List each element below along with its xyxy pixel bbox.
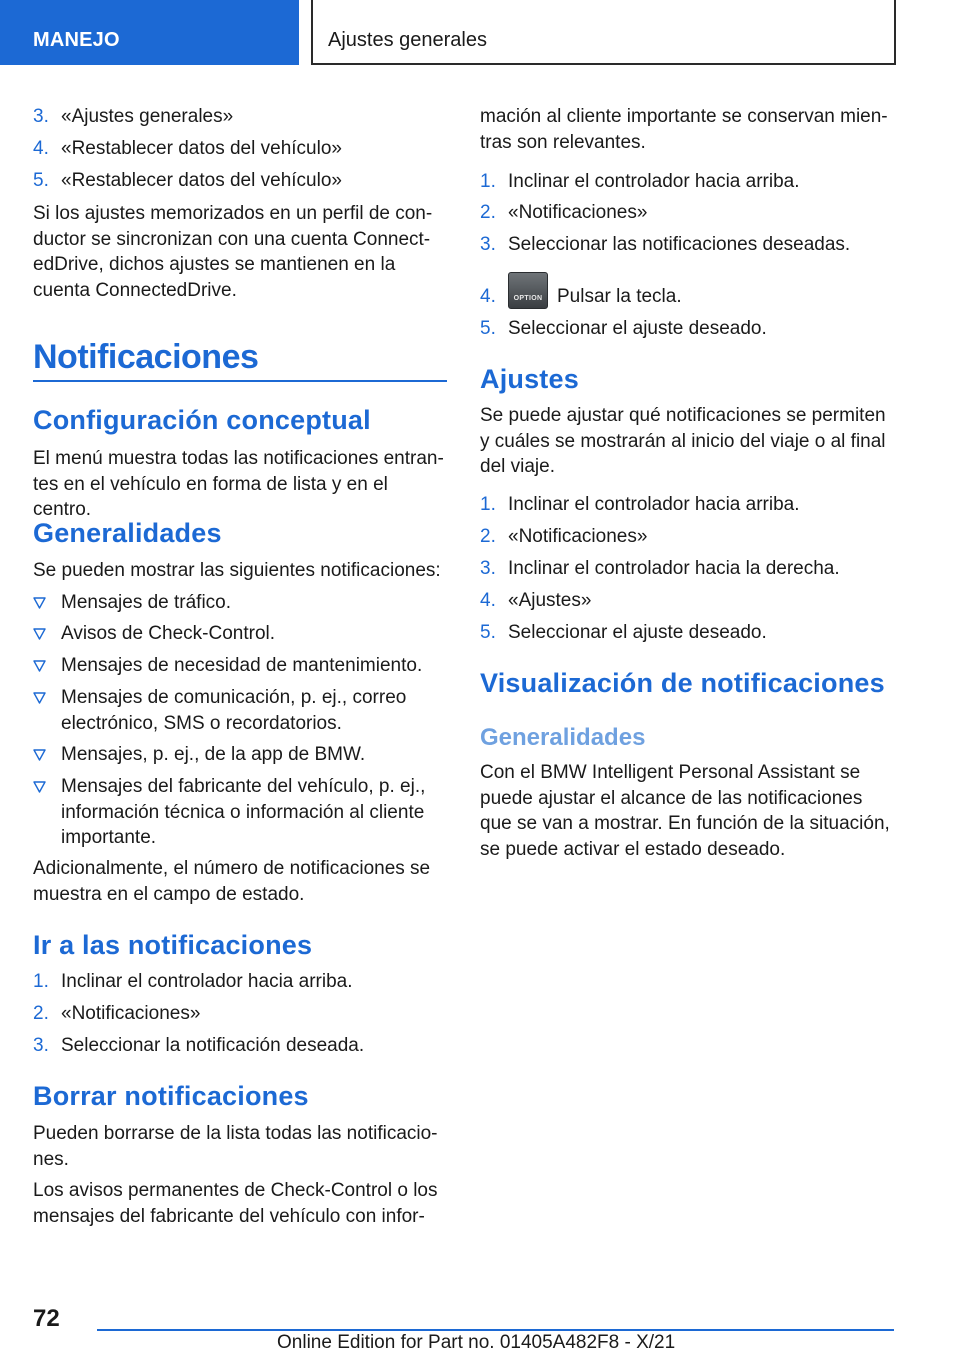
step-text: Inclinar el controlador hacia arriba.: [508, 494, 800, 515]
text-line: Adicionalmente, el número de notificaciones se: [33, 858, 431, 879]
heading-rule: [33, 380, 447, 382]
option-button-icon: [508, 272, 548, 309]
text-line: Con el BMW Intelligent Personal Assistant se: [480, 762, 861, 783]
step-text: Pulsar la tecla.: [557, 286, 682, 307]
step-number: 1.: [480, 494, 496, 515]
step-number: 5.: [480, 622, 496, 643]
heading-ir-notificaciones: Ir a las notificaciones: [33, 930, 313, 960]
step-number: 1.: [480, 171, 496, 192]
bullet-text: Mensajes, p. ej., de la app de BMW.: [61, 744, 366, 765]
text-line: cuenta ConnectedDrive.: [33, 279, 237, 301]
text-line: Si los ajustes memorizados en un perfil de con-: [33, 203, 433, 224]
heading-notificaciones: Notificaciones: [33, 338, 259, 376]
paragraph-display: [480, 760, 894, 862]
step-text: «Restablecer datos del vehículo»: [61, 170, 342, 191]
paragraph-delete-1: [33, 1121, 447, 1172]
option-button-label: OPTION: [513, 295, 543, 302]
text-line: que se van a mostrar. En función de la situación,: [480, 813, 890, 834]
triangle-bullet-icon: [33, 660, 46, 672]
heading-configuracion: Configuración conceptual: [33, 405, 371, 435]
text-line: mensajes del fabricante del vehículo con infor-: [33, 1205, 425, 1227]
paragraph-settings: [480, 403, 894, 480]
paragraph-concept: [33, 446, 447, 523]
text-line: Se puede ajustar qué notificaciones se permiten: [480, 405, 886, 426]
step-text: Inclinar el controlador hacia la derecha.: [508, 558, 840, 579]
step-number: 4.: [480, 286, 496, 307]
paragraph-sync: [33, 201, 447, 303]
step-number: 1.: [33, 971, 49, 992]
step-text: «Ajustes generales»: [61, 106, 234, 127]
paragraph-additional: [33, 856, 447, 907]
step-number: 4.: [33, 138, 49, 159]
text-line: del viaje.: [480, 456, 555, 477]
text-line: Los avisos permanentes de Check-Control o los: [33, 1180, 438, 1201]
text-line: Pueden borrarse de la lista todas las notificacio-: [33, 1123, 438, 1144]
step-text: «Restablecer datos del vehículo»: [61, 138, 342, 159]
section-label: MANEJO: [33, 29, 120, 51]
triangle-bullet-icon: [33, 692, 46, 704]
triangle-bullet-icon: [33, 781, 46, 793]
step-text: «Ajustes»: [508, 590, 592, 611]
heading-visualizacion: Visualización de notificaciones: [480, 668, 885, 698]
step-number: 3.: [33, 1035, 49, 1056]
text-line: edDrive, dichos ajustes se mantienen en la: [33, 254, 396, 275]
chapter-title: Ajustes generales: [328, 29, 487, 51]
bullet-text: Mensajes de necesidad de mantenimiento.: [61, 655, 423, 676]
bullet-text: Mensajes de tráfico.: [61, 592, 232, 613]
step-number: 2.: [33, 1003, 49, 1024]
paragraph-continued: [480, 104, 894, 155]
text-line: nes.: [33, 1148, 69, 1170]
heading-ajustes: Ajustes: [480, 364, 579, 394]
step-text: Inclinar el controlador hacia arriba.: [61, 971, 353, 992]
text-line: mación al cliente importante se conservan mien-: [480, 106, 888, 127]
step-number: 3.: [33, 106, 49, 127]
step-text: «Notificaciones»: [508, 202, 648, 223]
triangle-bullet-icon: [33, 597, 46, 609]
step-text: «Notificaciones»: [508, 526, 648, 547]
bullet-text: Avisos de Check-Control.: [61, 623, 276, 644]
step-number: 2.: [480, 526, 496, 547]
step-number: 5.: [480, 318, 496, 339]
bullet-text: información técnica o información al cliente: [61, 801, 425, 823]
step-number: 5.: [33, 170, 49, 191]
text-line: se puede activar el estado deseado.: [480, 838, 786, 860]
paragraph-general: Se pueden mostrar las siguientes notificaciones:: [33, 560, 441, 581]
chapter-title-box: [311, 0, 896, 65]
footer-edition: Online Edition for Part no. 01405A482F8 - X/21: [277, 1332, 676, 1353]
bullet-text: Mensajes del fabricante del vehículo, p. ej.,: [61, 776, 426, 797]
step-text: Inclinar el controlador hacia arriba.: [508, 171, 800, 192]
triangle-bullet-icon: [33, 628, 46, 640]
step-text: Seleccionar el ajuste deseado.: [508, 622, 767, 643]
paragraph-delete-2: [33, 1178, 447, 1229]
text-line: puede ajustar el alcance de las notificaciones: [480, 787, 863, 809]
step-number: 3.: [480, 558, 496, 579]
text-line: ductor se sincronizan con una cuenta Connect-: [33, 228, 431, 250]
step-text: Seleccionar las notificaciones deseadas.: [508, 234, 851, 255]
page-number: 72: [33, 1305, 60, 1332]
text-line: El menú muestra todas las notificaciones entran-: [33, 448, 444, 469]
text-line: tras son relevantes.: [480, 131, 646, 153]
heading-borrar: Borrar notificaciones: [33, 1081, 309, 1111]
text-line: y cuáles se mostrarán al inicio del viaje o al final: [480, 430, 886, 452]
text-line: muestra en el campo de estado.: [33, 883, 305, 905]
step-text: Seleccionar el ajuste deseado.: [508, 318, 767, 339]
triangle-bullet-icon: [33, 749, 46, 761]
step-number: 2.: [480, 202, 496, 223]
bullet-text: electrónico, SMS o recordatorios.: [61, 712, 342, 734]
step-text: Seleccionar la notificación deseada.: [61, 1035, 365, 1056]
subheading-generalidades: Generalidades: [480, 724, 646, 751]
text-line: tes en el vehículo en forma de lista y en el centro.: [33, 473, 388, 520]
section-tab: [0, 0, 299, 65]
bullet-text: Mensajes de comunicación, p. ej., correo: [61, 687, 407, 708]
step-number: 4.: [480, 590, 496, 611]
step-text: «Notificaciones»: [61, 1003, 201, 1024]
step-number: 3.: [480, 234, 496, 255]
heading-generalidades: Generalidades: [33, 518, 222, 548]
bullet-text: importante.: [61, 827, 157, 848]
footer-rule: [97, 1329, 894, 1331]
